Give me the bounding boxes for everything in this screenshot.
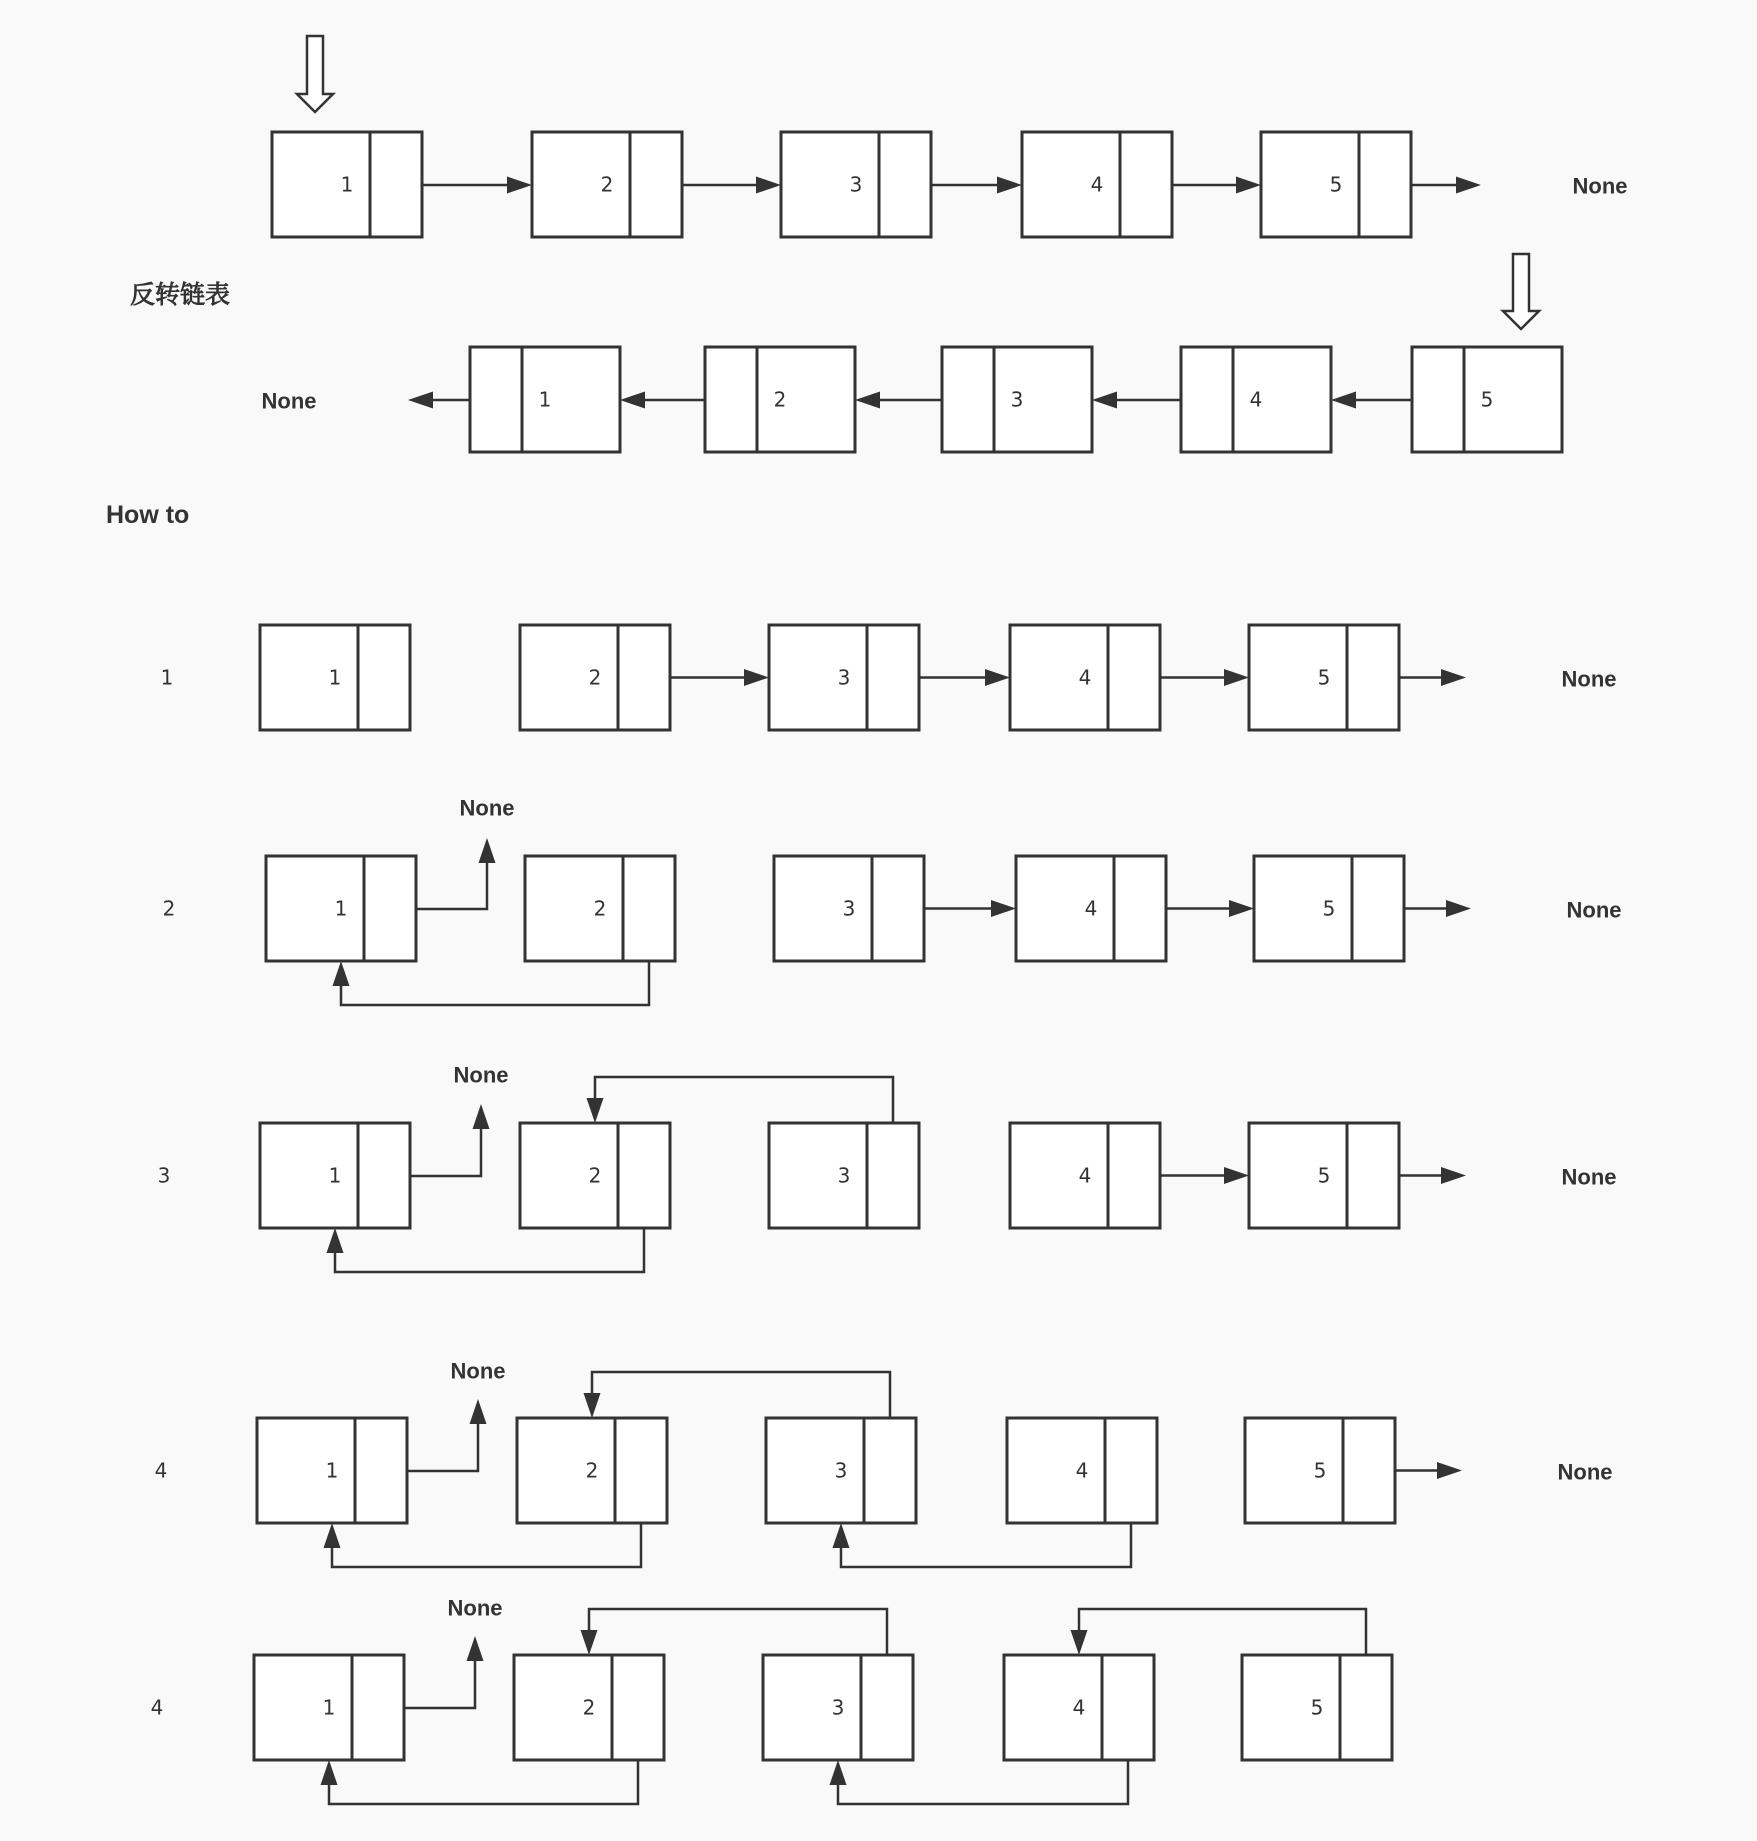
node-value: 1 [340,172,354,197]
node-value: 5 [1480,387,1494,412]
link-line [592,1372,890,1418]
arrow-head [1446,900,1471,917]
link-arrow [333,961,650,1005]
link-line [589,1609,887,1655]
link-arrow [670,669,769,686]
none-label: None [453,1062,509,1088]
list-node [1249,1123,1399,1228]
list-node [532,132,682,237]
list-node [774,856,924,961]
list-node [517,1418,667,1523]
arrow-head [833,1523,850,1548]
list-node [525,856,675,961]
link-arrow [584,1372,891,1418]
node-value: 5 [1310,1695,1324,1720]
link-line [595,1077,893,1123]
arrow-head [855,392,880,409]
link-line [341,961,649,1005]
link-arrow [327,1228,645,1272]
node-value: 4 [1075,1458,1089,1483]
link-arrow [620,392,705,409]
link-arrow [1331,392,1412,409]
none-label: None [450,1358,506,1384]
link-arrow [1404,900,1471,917]
link-arrow [919,669,1010,686]
link-arrow [833,1523,1132,1567]
arrow-head [324,1523,341,1548]
arrow-head [467,1636,484,1661]
link-arrow [1166,900,1254,917]
node-value: 1 [334,896,348,921]
node-value: 1 [538,387,552,412]
arrow-head [1092,392,1117,409]
node-value: 2 [588,665,602,690]
link-arrow [1092,392,1181,409]
arrow-head [327,1228,344,1253]
list-node [470,347,620,452]
node-value: 3 [837,1163,851,1188]
arrow-head [744,669,769,686]
node-value: 1 [328,1163,342,1188]
arrow-head [620,392,645,409]
arrow-head [1071,1630,1088,1655]
list-node [766,1418,916,1523]
node-value: 1 [325,1458,339,1483]
link-arrow [422,177,532,194]
list-node [1007,1418,1157,1523]
step-1 [161,625,1617,730]
node-value: 5 [1317,1163,1331,1188]
arrow-head [1224,1167,1249,1184]
link-arrow [682,177,781,194]
none-label: None [1561,1164,1617,1190]
list-node [1412,347,1562,452]
list-node [257,1418,407,1523]
step-4 [155,1359,1613,1568]
list-node [254,1655,404,1760]
link-line [1079,1609,1366,1655]
node-value: 4 [1078,1163,1092,1188]
list-node [514,1655,664,1760]
list-node [1249,625,1399,730]
node-value: 3 [849,172,863,197]
arrow-head [584,1393,601,1418]
step-2 [163,796,1622,1006]
node-value: 3 [837,665,851,690]
link-arrow [1399,1167,1466,1184]
step-label: 1 [160,665,174,690]
step-5 [151,1596,1392,1805]
list-node [769,1123,919,1228]
list-node [942,347,1092,452]
node-value: 2 [585,1458,599,1483]
arrow-head [1236,177,1261,194]
arrow-head [321,1760,338,1785]
title-how-to: How to [106,501,190,529]
arrow-head [1441,1167,1466,1184]
link-line [407,1419,478,1471]
link-line [416,858,487,909]
steps [151,625,1622,1804]
node-value: 5 [1329,172,1343,197]
link-line [841,1523,1131,1567]
head-pointer-icon [1503,254,1539,329]
arrow-head [985,669,1010,686]
link-arrow [410,1104,490,1176]
list-node [1181,347,1331,452]
link-arrow [1411,177,1481,194]
node-value: 1 [322,1695,336,1720]
arrow-head [507,177,532,194]
list-node [1010,1123,1160,1228]
none-label: None [1572,173,1628,199]
none-label: None [261,388,317,414]
link-line [335,1228,644,1272]
arrow-head [333,961,350,986]
link-arrow [581,1609,888,1655]
node-value: 5 [1313,1458,1327,1483]
arrow-head [1331,392,1356,409]
node-value: 2 [588,1163,602,1188]
step-label: 4 [154,1458,168,1483]
link-line [404,1656,475,1708]
list-node [260,625,410,730]
node-value: 5 [1322,896,1336,921]
link-arrow [855,392,942,409]
arrow-head [1437,1462,1462,1479]
head-pointer-icon [297,36,333,112]
arrow-head [587,1098,604,1123]
link-arrow [407,1399,487,1471]
list-node [1022,132,1172,237]
step-label: 3 [157,1163,171,1188]
arrow-head [1224,669,1249,686]
link-line [332,1523,641,1567]
node-value: 2 [773,387,787,412]
step-3 [158,1063,1617,1273]
node-value: 3 [1010,387,1024,412]
link-arrow [1160,1167,1249,1184]
link-arrow [404,1636,484,1708]
link-arrow [416,838,496,909]
node-value: 5 [1317,665,1331,690]
node-value: 4 [1084,896,1098,921]
node-value: 3 [831,1695,845,1720]
arrow-head [991,900,1016,917]
list-node [520,1123,670,1228]
list-node [763,1655,913,1760]
arrow-head [408,392,433,409]
link-arrow [1160,669,1249,686]
node-value: 3 [842,896,856,921]
link-line [410,1124,481,1176]
none-label: None [459,795,515,821]
arrow-head [1441,669,1466,686]
list-node [1016,856,1166,961]
none-label: None [1557,1459,1613,1485]
arrow-head [473,1104,490,1129]
title-reverse-linked-list: 反转链表 [130,281,231,309]
step-label: 4 [150,1695,164,1720]
list-node [1010,625,1160,730]
list-node [705,347,855,452]
list-node [1245,1418,1395,1523]
arrow-head [479,838,496,863]
list-node [266,856,416,961]
original-list [272,36,1628,237]
arrow-head [581,1630,598,1655]
arrow-head [470,1399,487,1424]
link-arrow [830,1760,1129,1804]
node-value: 2 [582,1695,596,1720]
link-arrow [931,177,1022,194]
none-label: None [447,1595,503,1621]
list-node [260,1123,410,1228]
link-arrow [321,1760,639,1804]
list-node [781,132,931,237]
none-label: None [1566,897,1622,923]
reversed-list [262,254,1563,452]
link-arrow [408,392,470,409]
arrow-head [997,177,1022,194]
arrow-head [756,177,781,194]
none-label: None [1561,666,1617,692]
link-line [329,1760,638,1804]
list-node [272,132,422,237]
list-node [1261,132,1411,237]
link-arrow [1395,1462,1462,1479]
node-value: 1 [328,665,342,690]
list-node [769,625,919,730]
node-value: 2 [593,896,607,921]
node-value: 3 [834,1458,848,1483]
link-arrow [587,1077,894,1123]
arrow-head [1456,177,1481,194]
link-arrow [324,1523,642,1567]
link-line [838,1760,1128,1804]
link-arrow [1172,177,1261,194]
node-value: 4 [1090,172,1104,197]
list-node [1254,856,1404,961]
node-value: 4 [1249,387,1263,412]
link-arrow [1071,1609,1367,1655]
node-value: 4 [1072,1695,1086,1720]
link-arrow [924,900,1016,917]
link-arrow [1399,669,1466,686]
arrow-head [830,1760,847,1785]
node-value: 2 [600,172,614,197]
arrow-head [1229,900,1254,917]
list-node [520,625,670,730]
step-label: 2 [162,896,176,921]
list-node [1004,1655,1154,1760]
list-node [1242,1655,1392,1760]
node-value: 4 [1078,665,1092,690]
